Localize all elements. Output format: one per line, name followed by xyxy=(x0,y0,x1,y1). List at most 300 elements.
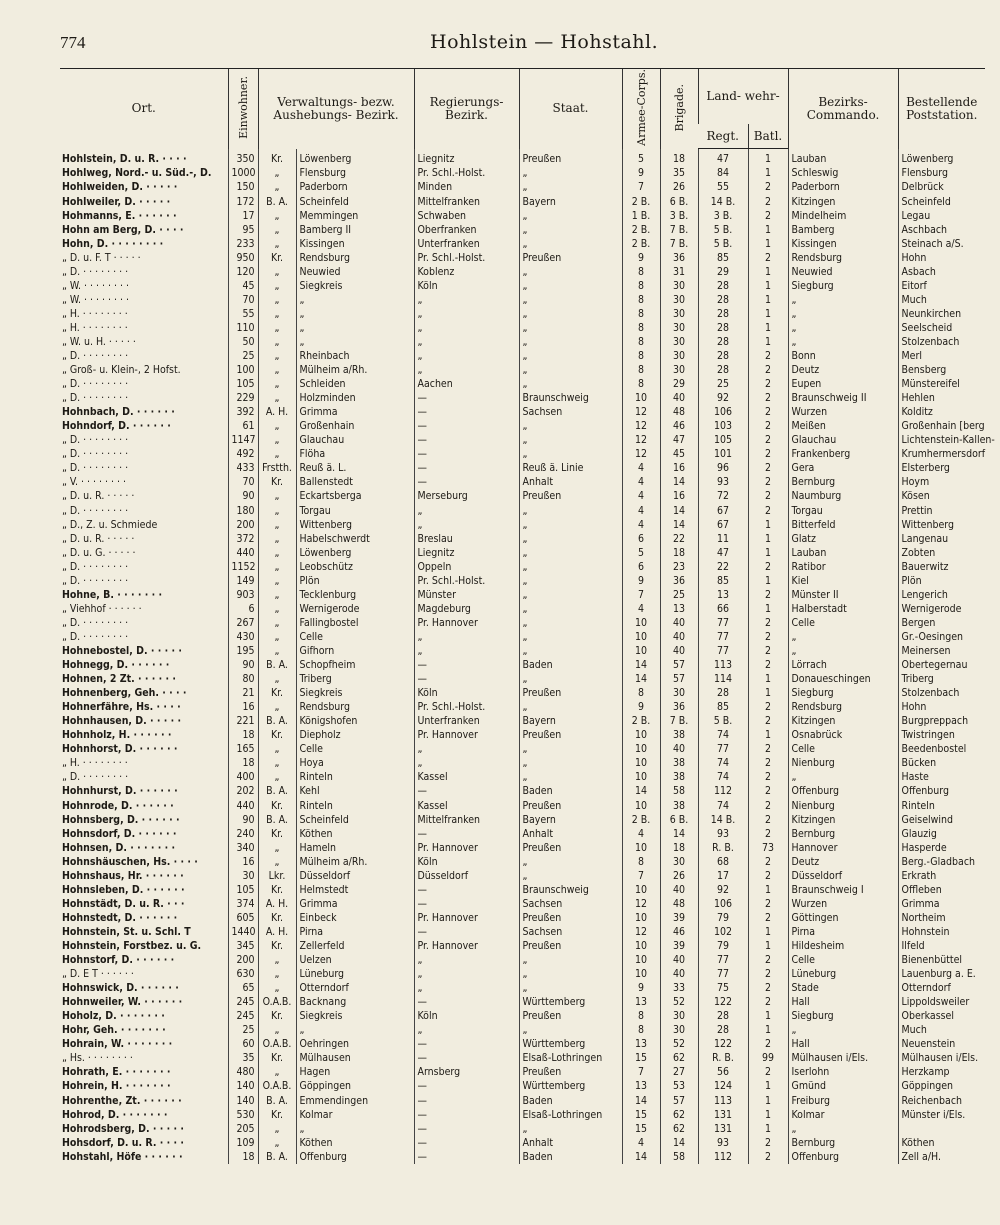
army-corps: 15 xyxy=(622,1108,660,1122)
place-name: Hohndorf, D. · · · · · · xyxy=(62,420,171,433)
state: „ xyxy=(519,616,622,630)
population: 80 xyxy=(228,672,258,686)
army-corps: 4 xyxy=(622,503,660,517)
table-row xyxy=(60,686,985,700)
army-corps: 8 xyxy=(622,855,660,869)
landwehr-regiment: 5 B. xyxy=(698,714,748,728)
district: Einbeck xyxy=(296,911,414,925)
table-row xyxy=(60,251,985,265)
district-type: „ xyxy=(258,391,296,405)
government-district: Pr. Hannover xyxy=(414,939,519,953)
population: 345 xyxy=(228,939,258,953)
population: 90 xyxy=(228,813,258,827)
district-command: Mindelheim xyxy=(788,209,898,223)
landwehr-battalion: 1 xyxy=(748,532,788,546)
state: Elsaß-Lothringen xyxy=(519,1108,622,1122)
landwehr-battalion: 1 xyxy=(748,149,788,167)
state: „ xyxy=(519,377,622,391)
population: 440 xyxy=(228,546,258,560)
district: Plön xyxy=(296,574,414,588)
district-command: Donaueschingen xyxy=(788,672,898,686)
district-type: A. H. xyxy=(258,925,296,939)
district: Flöha xyxy=(296,447,414,461)
table-row xyxy=(60,149,985,167)
landwehr-regiment: 28 xyxy=(698,321,748,335)
brigade: 58 xyxy=(660,1150,698,1164)
district-type: „ xyxy=(258,180,296,194)
landwehr-regiment: 112 xyxy=(698,784,748,798)
state: „ xyxy=(519,335,622,349)
government-district: Pr. Hannover xyxy=(414,616,519,630)
header-armee: Armee-Corps. xyxy=(622,69,660,149)
place-name: „ D. u. G. · · · · · xyxy=(62,546,136,559)
district: Glauchau xyxy=(296,433,414,447)
army-corps: 10 xyxy=(622,841,660,855)
landwehr-regiment: 77 xyxy=(698,742,748,756)
landwehr-regiment: 5 B. xyxy=(698,223,748,237)
brigade: 58 xyxy=(660,784,698,798)
landwehr-battalion: 2 xyxy=(748,447,788,461)
district: Reuß ä. L. xyxy=(296,461,414,475)
landwehr-battalion: 2 xyxy=(748,560,788,574)
district: Kolmar xyxy=(296,1108,414,1122)
population: 372 xyxy=(228,532,258,546)
place-name: Hohlweiden, D. · · · · · xyxy=(62,181,178,194)
population: 202 xyxy=(228,784,258,798)
district: Pirna xyxy=(296,925,414,939)
landwehr-battalion: 2 xyxy=(748,475,788,489)
landwehr-battalion: 2 xyxy=(748,251,788,265)
place-name: Hohnegg, D. · · · · · · xyxy=(62,659,170,672)
table-row xyxy=(60,1037,985,1051)
government-district: Liegnitz xyxy=(414,546,519,560)
landwehr-battalion: 2 xyxy=(748,209,788,223)
state: „ xyxy=(519,293,622,307)
government-district: — xyxy=(414,433,519,447)
district: Ballenstedt xyxy=(296,475,414,489)
place-name: „ D. · · · · · · · · xyxy=(62,504,129,517)
landwehr-regiment: 28 xyxy=(698,686,748,700)
brigade: 25 xyxy=(660,588,698,602)
army-corps: 12 xyxy=(622,405,660,419)
army-corps: 12 xyxy=(622,925,660,939)
brigade: 30 xyxy=(660,855,698,869)
district-type: „ xyxy=(258,560,296,574)
table-row xyxy=(60,981,985,995)
government-district: Merseburg xyxy=(414,489,519,503)
brigade: 22 xyxy=(660,532,698,546)
place-name: „ V. · · · · · · · · xyxy=(62,476,126,489)
post-station: Asbach xyxy=(898,265,985,279)
district-type: „ xyxy=(258,1023,296,1037)
brigade: 53 xyxy=(660,1079,698,1093)
landwehr-regiment: 47 xyxy=(698,149,748,167)
state: „ xyxy=(519,742,622,756)
army-corps: 10 xyxy=(622,644,660,658)
landwehr-regiment: 72 xyxy=(698,489,748,503)
government-district: „ xyxy=(414,363,519,377)
landwehr-battalion: 2 xyxy=(748,911,788,925)
brigade: 31 xyxy=(660,265,698,279)
brigade: 57 xyxy=(660,658,698,672)
population: 45 xyxy=(228,279,258,293)
district: Kissingen xyxy=(296,237,414,251)
district-command: Naumburg xyxy=(788,489,898,503)
district-type: „ xyxy=(258,237,296,251)
government-district: Mittelfranken xyxy=(414,194,519,208)
table-row xyxy=(60,883,985,897)
army-corps: 13 xyxy=(622,995,660,1009)
district-type: Kr. xyxy=(258,686,296,700)
state: „ xyxy=(519,981,622,995)
landwehr-battalion: 2 xyxy=(748,855,788,869)
district-type: Kr. xyxy=(258,798,296,812)
state: „ xyxy=(519,363,622,377)
state: Württemberg xyxy=(519,995,622,1009)
district-command: Mülhausen i/Els. xyxy=(788,1051,898,1065)
district-type: „ xyxy=(258,279,296,293)
district: Grimma xyxy=(296,405,414,419)
district-command: Frankenberg xyxy=(788,447,898,461)
landwehr-regiment: 92 xyxy=(698,391,748,405)
district: Offenburg xyxy=(296,1150,414,1164)
district-type: „ xyxy=(258,166,296,180)
government-district: Unterfranken xyxy=(414,237,519,251)
place-name: Hohlweiler, D. · · · · · xyxy=(62,195,171,208)
brigade: 39 xyxy=(660,911,698,925)
state: Sachsen xyxy=(519,405,622,419)
population: 1147 xyxy=(228,433,258,447)
district-command: Deutz xyxy=(788,855,898,869)
district-type: „ xyxy=(258,602,296,616)
brigade: 18 xyxy=(660,841,698,855)
state: „ xyxy=(519,503,622,517)
army-corps: 8 xyxy=(622,307,660,321)
population: 110 xyxy=(228,321,258,335)
state: Baden xyxy=(519,784,622,798)
district-type: Kr. xyxy=(258,1108,296,1122)
government-district: — xyxy=(414,1122,519,1136)
district: Hoya xyxy=(296,756,414,770)
brigade: 30 xyxy=(660,1009,698,1023)
brigade: 16 xyxy=(660,461,698,475)
government-district: Aachen xyxy=(414,377,519,391)
post-station: Göppingen xyxy=(898,1079,985,1093)
district-command: Lauban xyxy=(788,546,898,560)
landwehr-regiment: 47 xyxy=(698,546,748,560)
state: Sachsen xyxy=(519,925,622,939)
brigade: 52 xyxy=(660,1037,698,1051)
army-corps: 12 xyxy=(622,897,660,911)
army-corps: 1 B. xyxy=(622,209,660,223)
landwehr-regiment: 56 xyxy=(698,1065,748,1079)
population: 109 xyxy=(228,1136,258,1150)
government-district: Pr. Schl.-Holst. xyxy=(414,251,519,265)
table-body xyxy=(60,149,995,1164)
landwehr-battalion: 2 xyxy=(748,391,788,405)
landwehr-regiment: 28 xyxy=(698,279,748,293)
brigade: 40 xyxy=(660,616,698,630)
government-district: „ xyxy=(414,953,519,967)
post-station: Geiselwind xyxy=(898,813,985,827)
post-station: Offenburg xyxy=(898,784,985,798)
table-row xyxy=(60,616,985,630)
army-corps: 8 xyxy=(622,279,660,293)
table-row xyxy=(60,1093,985,1107)
landwehr-regiment: R. B. xyxy=(698,1051,748,1065)
district-command: Braunschweig II xyxy=(788,391,898,405)
header-landwehr: Land- wehr- xyxy=(698,69,788,124)
landwehr-regiment: 131 xyxy=(698,1108,748,1122)
district-command: Bamberg xyxy=(788,223,898,237)
place-name: Hohnsdorf, D. · · · · · · xyxy=(62,827,177,840)
district-command: Hannover xyxy=(788,841,898,855)
district: „ xyxy=(296,293,414,307)
table-row xyxy=(60,897,985,911)
population: 229 xyxy=(228,391,258,405)
government-district: Pr. Schl.-Holst. xyxy=(414,700,519,714)
landwehr-battalion: 2 xyxy=(748,180,788,194)
table-row xyxy=(60,349,985,363)
population: 200 xyxy=(228,518,258,532)
place-name: „ D. u. R. · · · · · xyxy=(62,532,135,545)
post-station: Hoym xyxy=(898,475,985,489)
state: „ xyxy=(519,855,622,869)
district-type: Frstth. xyxy=(258,461,296,475)
district-command: Offenburg xyxy=(788,1150,898,1164)
population: 392 xyxy=(228,405,258,419)
landwehr-battalion: 1 xyxy=(748,728,788,742)
landwehr-regiment: 85 xyxy=(698,251,748,265)
population: 267 xyxy=(228,616,258,630)
army-corps: 6 xyxy=(622,560,660,574)
population: 172 xyxy=(228,194,258,208)
place-name: „ W. · · · · · · · · xyxy=(62,293,130,306)
landwehr-regiment: 28 xyxy=(698,363,748,377)
district-command: „ xyxy=(788,321,898,335)
landwehr-regiment: 74 xyxy=(698,770,748,784)
district: Scheinfeld xyxy=(296,813,414,827)
post-station: Haste xyxy=(898,770,985,784)
landwehr-battalion: 2 xyxy=(748,194,788,208)
place-name: „ D. · · · · · · · · xyxy=(62,378,129,391)
population: 200 xyxy=(228,953,258,967)
landwehr-regiment: 77 xyxy=(698,953,748,967)
table-row xyxy=(60,574,985,588)
army-corps: 10 xyxy=(622,728,660,742)
population: 149 xyxy=(228,574,258,588)
army-corps: 8 xyxy=(622,265,660,279)
brigade: 47 xyxy=(660,433,698,447)
army-corps: 8 xyxy=(622,349,660,363)
state: „ xyxy=(519,756,622,770)
district: Köthen xyxy=(296,1136,414,1150)
district-type: Kr. xyxy=(258,911,296,925)
government-district: „ xyxy=(414,518,519,532)
government-district: — xyxy=(414,475,519,489)
brigade: 48 xyxy=(660,405,698,419)
brigade: 13 xyxy=(660,602,698,616)
brigade: 46 xyxy=(660,925,698,939)
landwehr-battalion: 1 xyxy=(748,883,788,897)
table-row xyxy=(60,630,985,644)
government-district: Koblenz xyxy=(414,265,519,279)
government-district: Pr. Hannover xyxy=(414,841,519,855)
government-district: — xyxy=(414,672,519,686)
army-corps: 10 xyxy=(622,391,660,405)
landwehr-regiment: 28 xyxy=(698,349,748,363)
district-command: Offenburg xyxy=(788,784,898,798)
army-corps: 4 xyxy=(622,518,660,532)
post-station: Langenau xyxy=(898,532,985,546)
brigade: 36 xyxy=(660,700,698,714)
brigade: 52 xyxy=(660,995,698,1009)
government-district: „ xyxy=(414,503,519,517)
post-station: Burgpreppach xyxy=(898,714,985,728)
district: Zellerfeld xyxy=(296,939,414,953)
district-command: Bernburg xyxy=(788,1136,898,1150)
district-type: O.A.B. xyxy=(258,1037,296,1051)
post-station: Delbrück xyxy=(898,180,985,194)
table-row xyxy=(60,925,985,939)
landwehr-battalion: 2 xyxy=(748,644,788,658)
place-name: „ Viehhof · · · · · · xyxy=(62,602,142,615)
population: 233 xyxy=(228,237,258,251)
population: 70 xyxy=(228,293,258,307)
army-corps: 8 xyxy=(622,293,660,307)
place-name: „ Hs. · · · · · · · · xyxy=(62,1052,133,1065)
district-type: Kr. xyxy=(258,251,296,265)
population: 55 xyxy=(228,307,258,321)
state: Preußen xyxy=(519,798,622,812)
landwehr-regiment: 3 B. xyxy=(698,209,748,223)
district-type: „ xyxy=(258,532,296,546)
state: Bayern xyxy=(519,714,622,728)
place-name: „ W. · · · · · · · · xyxy=(62,279,130,292)
place-name: „ D. · · · · · · · · xyxy=(62,560,129,573)
district-command: Glauchau xyxy=(788,433,898,447)
landwehr-regiment: 77 xyxy=(698,967,748,981)
brigade: 57 xyxy=(660,672,698,686)
district-command: „ xyxy=(788,335,898,349)
state: „ xyxy=(519,518,622,532)
place-name: Hohnrode, D. · · · · · · xyxy=(62,799,174,812)
army-corps: 5 xyxy=(622,546,660,560)
state: „ xyxy=(519,447,622,461)
army-corps: 9 xyxy=(622,700,660,714)
page-number: 774 xyxy=(60,33,86,52)
landwehr-battalion: 1 xyxy=(748,166,788,180)
post-station: Neuenstein xyxy=(898,1037,985,1051)
table-row xyxy=(60,237,985,251)
table-row xyxy=(60,658,985,672)
district-command: Eupen xyxy=(788,377,898,391)
government-district: Arnsberg xyxy=(414,1065,519,1079)
landwehr-battalion: 2 xyxy=(748,897,788,911)
place-name: Hohnhorst, D. · · · · · · xyxy=(62,743,178,756)
post-station: Bensberg xyxy=(898,363,985,377)
landwehr-regiment: 77 xyxy=(698,644,748,658)
district-type: Lkr. xyxy=(258,869,296,883)
state: „ xyxy=(519,588,622,602)
landwehr-battalion: 2 xyxy=(748,419,788,433)
population: 530 xyxy=(228,1108,258,1122)
population: 21 xyxy=(228,686,258,700)
place-name: „ D. · · · · · · · · xyxy=(62,265,129,278)
post-station: Herzkamp xyxy=(898,1065,985,1079)
table-row xyxy=(60,1009,985,1023)
table-row xyxy=(60,813,985,827)
district-command: Rendsburg xyxy=(788,251,898,265)
population: 105 xyxy=(228,883,258,897)
brigade: 14 xyxy=(660,475,698,489)
government-district: „ xyxy=(414,1023,519,1037)
district-command: Lauban xyxy=(788,149,898,167)
header-brigade: Brigade. xyxy=(660,69,698,149)
state: „ xyxy=(519,560,622,574)
district: Wittenberg xyxy=(296,518,414,532)
running-title: Hohlstein — Hohstahl. xyxy=(430,31,659,53)
landwehr-battalion: 1 xyxy=(748,602,788,616)
government-district: — xyxy=(414,1108,519,1122)
district: Kehl xyxy=(296,784,414,798)
army-corps: 9 xyxy=(622,981,660,995)
landwehr-regiment: 96 xyxy=(698,461,748,475)
landwehr-regiment: 14 B. xyxy=(698,194,748,208)
army-corps: 4 xyxy=(622,461,660,475)
brigade: 30 xyxy=(660,349,698,363)
post-station: Lauenburg a. E. xyxy=(898,967,985,981)
army-corps: 14 xyxy=(622,784,660,798)
government-district: — xyxy=(414,1150,519,1164)
district: Bamberg II xyxy=(296,223,414,237)
army-corps: 4 xyxy=(622,489,660,503)
landwehr-battalion: 2 xyxy=(748,798,788,812)
state: „ xyxy=(519,180,622,194)
post-station: Bücken xyxy=(898,756,985,770)
place-name: Hohr, Geh. · · · · · · · xyxy=(62,1024,166,1037)
header-regierung: Regierungs- Bezirk. xyxy=(414,69,519,149)
district-type: B. A. xyxy=(258,813,296,827)
landwehr-battalion: 2 xyxy=(748,630,788,644)
landwehr-battalion: 1 xyxy=(748,1079,788,1093)
army-corps: 8 xyxy=(622,1009,660,1023)
brigade: 23 xyxy=(660,560,698,574)
army-corps: 10 xyxy=(622,770,660,784)
army-corps: 4 xyxy=(622,475,660,489)
place-name: „ Groß- u. Klein-, 2 Hofst. xyxy=(62,364,181,377)
header-bezirks: Bezirks- Commando. xyxy=(788,69,898,149)
government-district: — xyxy=(414,391,519,405)
district: Großenhain xyxy=(296,419,414,433)
district-command: Bernburg xyxy=(788,827,898,841)
brigade: 62 xyxy=(660,1051,698,1065)
brigade: 30 xyxy=(660,1023,698,1037)
district-command: Schleswig xyxy=(788,166,898,180)
district-type: Kr. xyxy=(258,939,296,953)
table-row xyxy=(60,546,985,560)
landwehr-regiment: 102 xyxy=(698,925,748,939)
district-command: Glatz xyxy=(788,532,898,546)
army-corps: 14 xyxy=(622,658,660,672)
post-station xyxy=(898,1122,985,1136)
post-station: Lichtenstein-Kallen- xyxy=(898,433,985,447)
state: „ xyxy=(519,307,622,321)
district-type: „ xyxy=(258,981,296,995)
table-row xyxy=(60,293,985,307)
place-name: Hohnstorf, D. · · · · · · xyxy=(62,954,175,967)
army-corps: 2 B. xyxy=(622,194,660,208)
